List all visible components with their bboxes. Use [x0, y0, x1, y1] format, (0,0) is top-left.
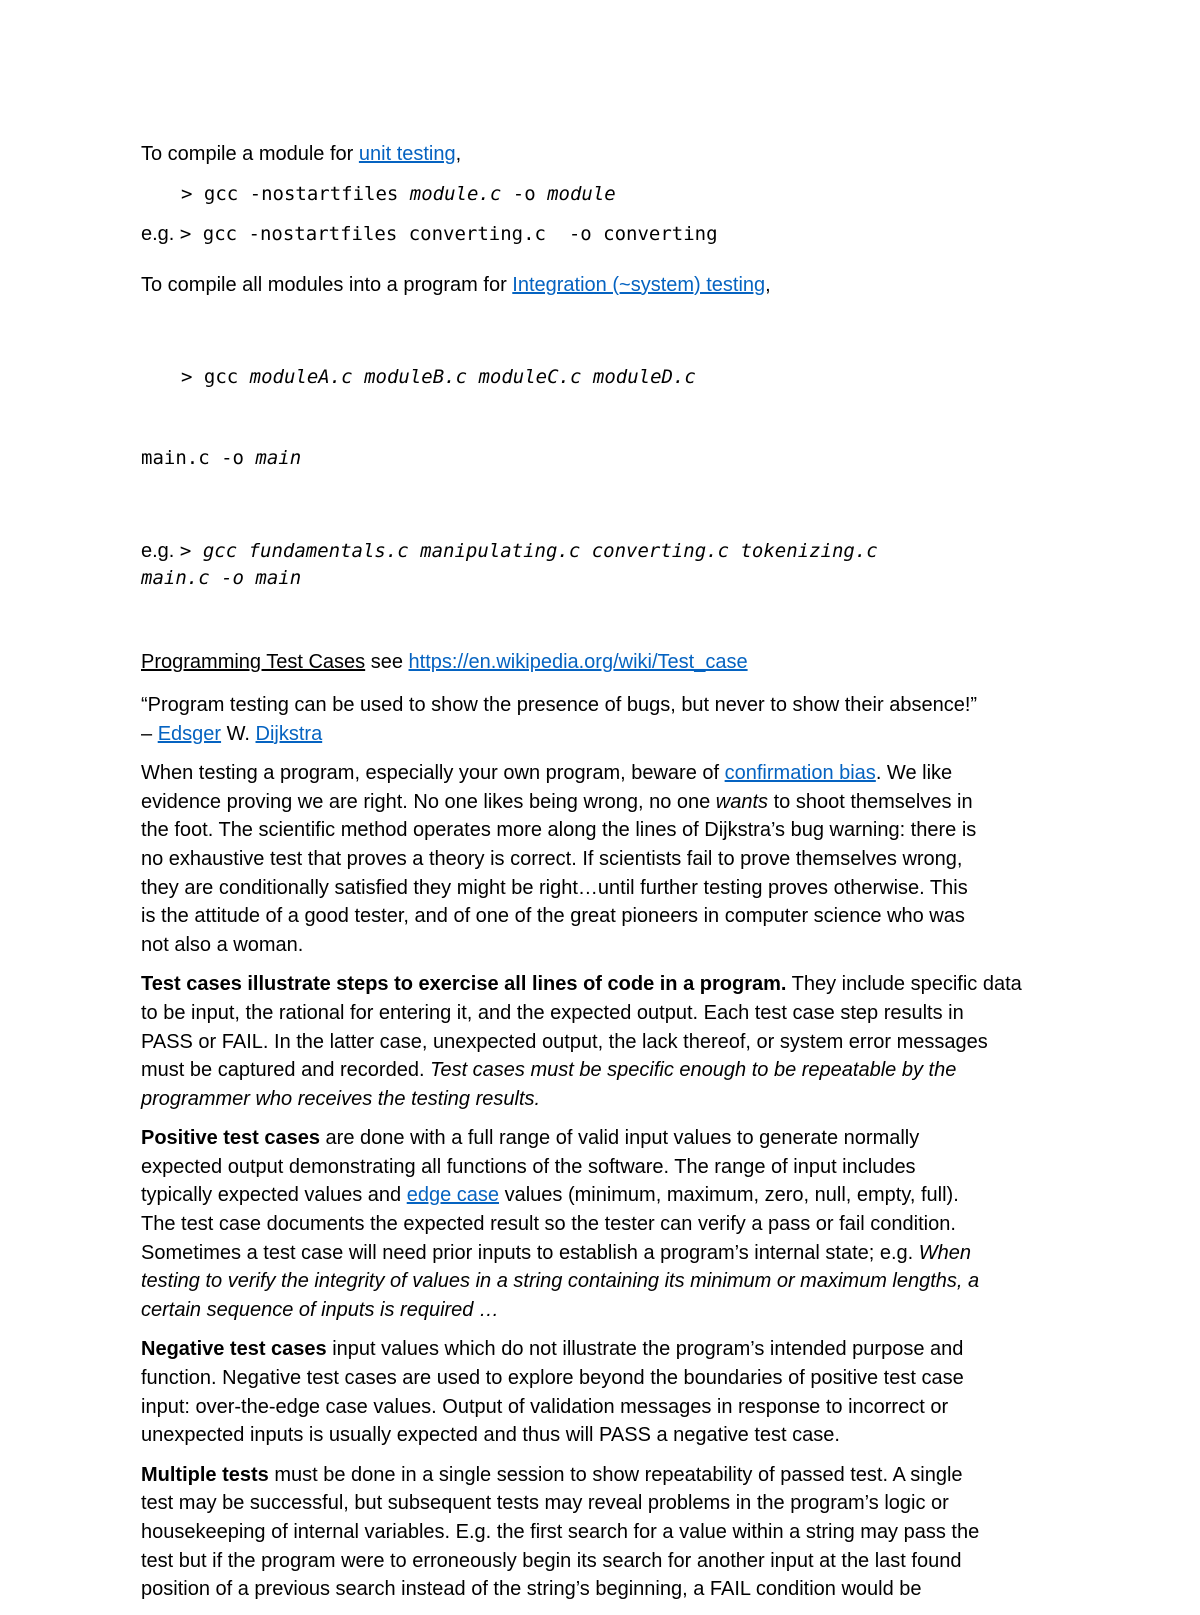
- confirmation-bias-link[interactable]: confirmation bias: [724, 762, 876, 785]
- multiple-line4: test but if the program were to erroneously begin its search for another input at the last found: [141, 1549, 962, 1572]
- dijkstra-quote: [141, 691, 1061, 748]
- negative-line1: input values which do not illustrate the program’s intended purpose and: [326, 1338, 964, 1361]
- positive-line5-italic: When: [918, 1241, 972, 1264]
- steps-line4: must be captured and recorded.: [141, 1059, 431, 1082]
- negative-line1-bold: Negative test cases: [141, 1338, 327, 1361]
- multiple-line1: must be done in a single session to show repeatability of passed test. A single: [268, 1463, 963, 1486]
- positive-test-cases-paragraph: [141, 1124, 1061, 1324]
- integration-cmd-module-d: moduleD.c: [592, 366, 696, 389]
- bias-line2-a: evidence proving we are right. No one likes being wrong, no one: [141, 790, 716, 813]
- multiple-line3: housekeeping of internal variables. E.g. the first search for a value within a string may pass the: [141, 1521, 980, 1543]
- bias-line1-a: When testing a program, especially your own program, beware of: [141, 762, 725, 785]
- multiple-line5: position of a previous search instead of the string’s beginning, a FAIL condition would be: [141, 1578, 922, 1601]
- unit-compile-intro-tail: ,: [455, 143, 462, 165]
- integration-compile-intro: [141, 271, 1061, 300]
- positive-line2: expected output demonstrating all functions of the software. The range of input includes: [141, 1155, 916, 1178]
- integration-example-prompt: >: [179, 540, 203, 563]
- wikipedia-test-case-link[interactable]: https://en.wikipedia.org/wiki/Test_case: [408, 651, 748, 674]
- positive-line5: Sometimes a test case will need prior inputs to establish a program’s internal state; e.g.: [141, 1241, 919, 1264]
- unit-testing-link[interactable]: unit testing: [358, 143, 456, 165]
- edsger-link[interactable]: Edsger: [157, 722, 222, 745]
- test-steps-paragraph: [141, 970, 1061, 1113]
- multiple-line1-bold: Multiple tests: [141, 1463, 269, 1486]
- integration-compile-example: [141, 538, 1061, 592]
- integration-cmd-main: main.c -o: [141, 447, 256, 470]
- integration-cmd-module-b: moduleB.c: [364, 366, 468, 389]
- unit-cmd-out: module: [547, 182, 616, 205]
- unit-cmd-o: -o: [512, 182, 536, 205]
- unit-compile-example: [141, 220, 1061, 249]
- unit-cmd-module: module.c: [409, 182, 502, 205]
- negative-test-cases-paragraph: [141, 1335, 1061, 1449]
- integration-cmd-module-c: moduleC.c: [478, 366, 582, 389]
- quote-text: “Program testing can be used to show the presence of bugs, but never to show their absence!”: [141, 693, 978, 716]
- bias-line3: the foot. The scientific method operates more along the lines of Dijkstra’s bug warning: there is: [141, 819, 977, 842]
- steps-line5-italic: programmer who receives the testing results.: [141, 1087, 541, 1110]
- positive-line1-bold: Positive test cases: [141, 1127, 320, 1150]
- integration-cmd-module-a: moduleA.c: [249, 366, 353, 389]
- positive-line3-b: values (minimum, maximum, zero, null, empty, full).: [499, 1184, 959, 1207]
- unit-compile-command: [141, 180, 1061, 209]
- integration-intro-tail: ,: [765, 273, 771, 296]
- integration-cmd-gcc: > gcc: [181, 366, 239, 389]
- test-cases-see: see: [365, 651, 409, 674]
- negative-line3: input: over-the-edge case values. Output of validation messages in response to incorrect or: [141, 1395, 949, 1418]
- multiple-line2: test may be successful, but subsequent tests may reveal problems in the program’s logic or: [141, 1492, 949, 1515]
- steps-line1: They include specific data: [786, 973, 1022, 996]
- positive-line4: The test case documents the expected result so the tester can verify a pass or fail condition.: [141, 1213, 956, 1236]
- quote-dash: –: [141, 722, 158, 745]
- bias-line4: no exhaustive test that proves a theory is correct. If scientists fail to prove themselves wrong,: [141, 847, 963, 870]
- negative-line4: unexpected inputs is usually expected and thus will PASS a negative test case.: [141, 1424, 840, 1447]
- steps-line2: to be input, the rational for entering it, and the expected output. Each test case step results in: [141, 1001, 964, 1024]
- multiple-tests-paragraph: [141, 1461, 1061, 1604]
- dijkstra-link[interactable]: Dijkstra: [255, 722, 323, 745]
- steps-line3: PASS or FAIL. In the latter case, unexpected output, the lack thereof, or system error messages: [141, 1030, 988, 1053]
- positive-line3-a: typically expected values and: [141, 1184, 407, 1207]
- confirmation-bias-paragraph: [141, 759, 1061, 959]
- edge-case-link[interactable]: edge case: [406, 1184, 500, 1207]
- bias-line1-b: . We like: [875, 762, 953, 785]
- steps-line4-italic: Test cases must be specific enough to be repeatable by the: [430, 1059, 957, 1082]
- integration-compile-command: [141, 310, 1061, 526]
- positive-line7-italic: certain sequence of inputs is required …: [141, 1298, 499, 1321]
- negative-line2: function. Negative test cases are used to explore beyond the boundaries of positive test case: [141, 1367, 964, 1390]
- integration-example-line1: gcc fundamentals.c manipulating.c converting.c tokenizing.c: [202, 540, 878, 563]
- integration-intro-text: To compile all modules into a program for: [141, 273, 513, 296]
- integration-example-label: e.g.: [141, 540, 175, 563]
- test-cases-heading-line: [141, 648, 1061, 677]
- quote-middle-initial: W.: [221, 722, 256, 745]
- test-cases-heading: Programming Test Cases: [141, 651, 366, 674]
- unit-compile-intro-text: To compile a module for: [141, 143, 359, 165]
- bias-line6: is the attitude of a good tester, and of one of the great pioneers in computer science who was: [141, 905, 965, 928]
- document-page: [141, 140, 1061, 1615]
- unit-example-label: e.g.: [141, 223, 175, 246]
- unit-example-command: > gcc -nostartfiles converting.c -o converting: [179, 223, 718, 246]
- integration-cmd-main-out: main: [255, 447, 302, 470]
- bias-line5: they are conditionally satisfied they might be right…until further testing proves otherwise. This: [141, 876, 968, 899]
- positive-line1: are done with a full range of valid input values to generate normally: [320, 1127, 920, 1150]
- bias-line2-italic: wants: [715, 790, 769, 813]
- unit-compile-intro: [141, 140, 1061, 169]
- integration-testing-link[interactable]: Integration (~system) testing: [512, 273, 766, 296]
- bias-line7: not also a woman.: [141, 933, 304, 956]
- bias-line2-b: to shoot themselves in: [768, 790, 973, 813]
- positive-line6-italic: testing to verify the integrity of values in a string containing its minimum or maximum lengths, a: [141, 1270, 980, 1293]
- unit-cmd-prompt: > gcc -nostartfiles: [181, 182, 399, 205]
- steps-line1-bold: Test cases illustrate steps to exercise all lines of code in a program.: [141, 973, 787, 996]
- integration-example-line2: main.c -o main: [141, 567, 302, 590]
